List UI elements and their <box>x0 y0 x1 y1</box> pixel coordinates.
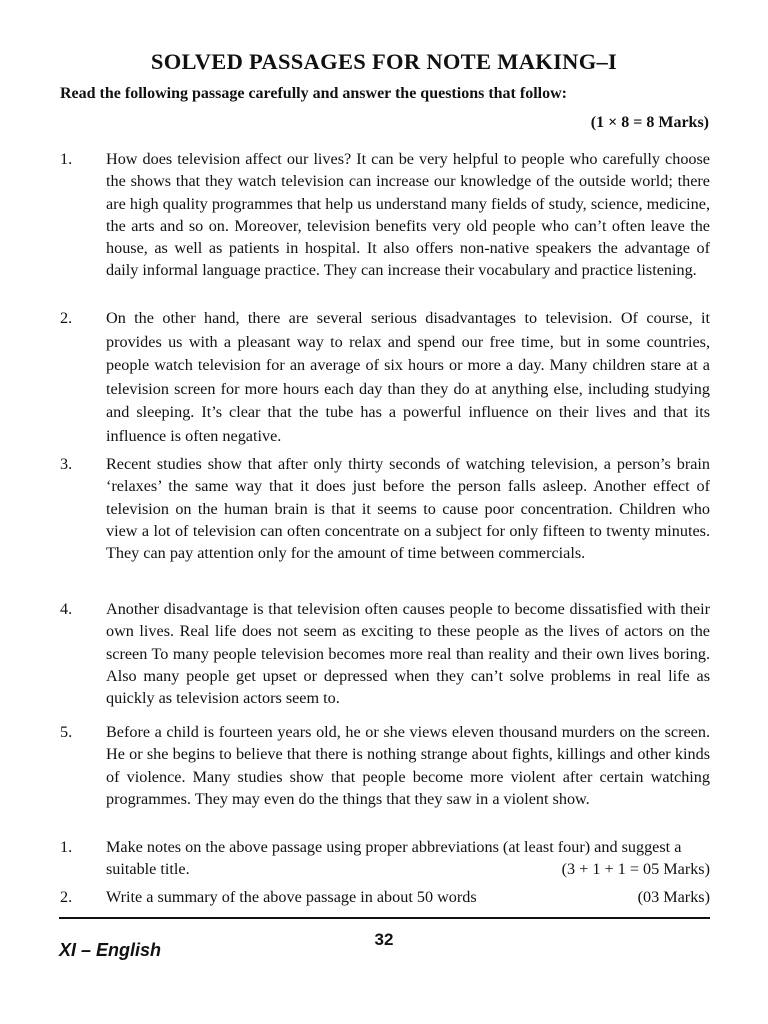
question-marks: (03 Marks) <box>637 888 710 906</box>
question-item <box>60 836 710 881</box>
paragraph-number: 3. <box>60 455 73 473</box>
question-number: 1. <box>60 838 73 856</box>
page-title: SOLVED PASSAGES FOR NOTE MAKING–I <box>150 49 618 74</box>
paragraph-number: 1. <box>60 150 73 168</box>
paragraph-number: 5. <box>60 723 73 741</box>
paragraph-text: On the other hand, there are several serious disadvantages to television. Of course, it provides us with a pleasant way to relax and spend our free time, but in some countries, people watch television for an average of six hours or more a day. Many children stare at a television screen for more hours each day than they do at anything else, including studying and sleeping. It’s clear that the tube has a powerful influence on their lives and that its influence is often negative. <box>106 309 710 445</box>
passage-paragraph <box>60 453 710 564</box>
paragraph-text: Another disadvantage is that television often causes people to become dissatisfied with their own lives. Real life does not seem as exciting to these people as the lives of actors on the screen To many people television becomes more real than reality and their own lives boring. Also many people get upset or depressed when they can’t solve problems in real life as quickly as television actors seem to. <box>106 600 710 708</box>
total-marks: (1 × 8 = 8 Marks) <box>590 114 709 131</box>
paragraph-text: Before a child is fourteen years old, he or she views eleven thousand murders on the screen. He or she begins to believe that there is nothing strange about fights, killings and other kinds of violence. Many studies show that people become more violent after certain watching programmes. They may even do the things that they saw in a violent show. <box>106 723 710 808</box>
paragraph-text: Recent studies show that after only thirty seconds of watching television, a person’s brain ‘relaxes’ the same way that it does just before the person falls asleep. Another effect of television on the human brain is that it seems to cause poor concentration. Children who view a lot of television can often concentrate on a subject for only fifteen to twenty minutes. They can pay attention only for the amount of time between commercials. <box>106 455 710 563</box>
passage-paragraph <box>60 598 710 709</box>
footer-label: XI – English <box>59 940 162 960</box>
question-item <box>60 886 710 908</box>
footer-divider <box>59 917 710 919</box>
question-marks: (3 + 1 + 1 = 05 Marks) <box>561 860 710 879</box>
paragraph-text: How does television affect our lives? It can be very helpful to people who carefully choose the shows that they watch television can increase our knowledge of the outside world; there are high quality programmes that help us understand many fields of study, science, medicine, the arts and so on. Moreover, television benefits very old people who can’t often leave the house, as well as patients in hospital. It also offers non-native speakers the advantage of daily informal language practice. They can increase their vocabulary and practice listening. <box>106 150 710 280</box>
paragraph-number: 2. <box>60 309 73 327</box>
page-number: 32 <box>374 930 394 949</box>
passage-paragraph <box>60 148 710 282</box>
instruction-text: Read the following passage carefully and answer the questions that follow: <box>60 85 567 102</box>
question-number: 2. <box>60 888 73 906</box>
question-text: Make notes on the above passage using proper abbreviations (at least four) and suggest a suitable title. <box>106 838 682 879</box>
paragraph-number: 4. <box>60 600 73 618</box>
passage-paragraph <box>60 307 710 449</box>
passage-paragraph <box>60 721 710 810</box>
question-text: Write a summary of the above passage in about 50 words <box>106 888 477 906</box>
